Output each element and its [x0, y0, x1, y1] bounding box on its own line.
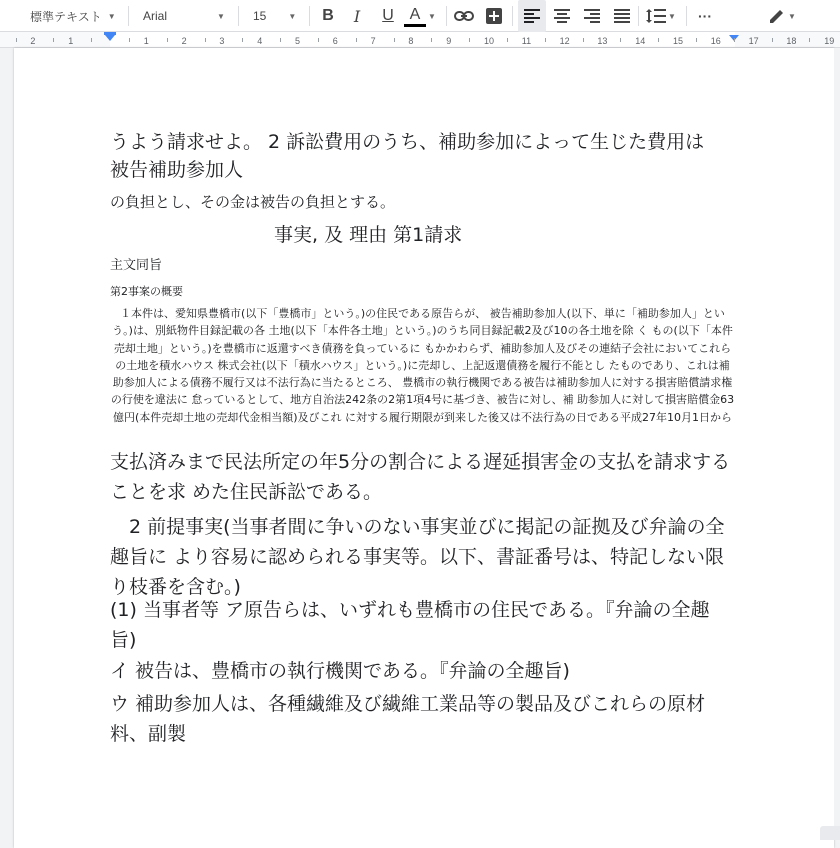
ruler-minor-tick — [469, 38, 470, 42]
ruler-minor-tick — [394, 38, 395, 42]
ruler-minor-tick — [242, 38, 243, 42]
font-select-label: Arial — [143, 9, 168, 23]
justify-icon — [614, 9, 630, 23]
body-paragraph: ウ 補助参加人は、各種繊維及び繊維工業品等の製品及びこれらの原材料、副製 — [110, 693, 706, 745]
body-paragraph: イ 被告は、豊橋市の執行機関である。『弁論の全趣旨) — [110, 660, 570, 682]
italic-button[interactable] — [345, 0, 369, 32]
toolbar-divider — [446, 6, 447, 26]
chevron-down-icon: ▼ — [668, 11, 676, 21]
ruler-minor-tick — [91, 38, 92, 42]
pencil-icon — [768, 7, 786, 25]
ruler-minor-tick — [431, 38, 432, 42]
ruler-tick-label: 13 — [597, 36, 608, 46]
ruler-tick-label: 1 — [68, 36, 74, 46]
insert-comment-button[interactable] — [482, 0, 506, 32]
text-color-button[interactable] — [404, 0, 438, 32]
ruler-tick-label: 2 — [181, 36, 187, 46]
ruler-minor-tick — [205, 38, 206, 42]
ruler-minor-tick — [734, 38, 735, 42]
ruler-minor-tick — [16, 38, 17, 42]
body-paragraph: 2 前提事実(当事者間に争いのない事実並びに掲記の証拠及び弁論の全趣旨に より容易に認められる事実等。以下、書証番号は、特記しない限り枝番を含む。) — [110, 516, 725, 598]
body-line: 主文同旨 — [110, 258, 163, 273]
ruler-tick-label: 2 — [30, 36, 36, 46]
horizontal-ruler[interactable] — [0, 32, 840, 48]
formatting-toolbar — [0, 0, 840, 32]
ruler-tick-label: 4 — [257, 36, 263, 46]
font-size-label: 15 — [253, 9, 267, 23]
explore-button[interactable] — [820, 826, 840, 840]
line-spacing-icon — [646, 8, 666, 24]
style-select-label: 標準テキスト — [30, 9, 102, 24]
chevron-down-icon: ▼ — [428, 11, 436, 21]
add-comment-icon — [485, 7, 503, 25]
align-left-button[interactable] — [518, 0, 546, 32]
link-icon — [454, 10, 474, 22]
editing-mode-button[interactable] — [768, 0, 802, 32]
ruler-minor-tick — [53, 38, 54, 42]
ruler-tick-label: 10 — [484, 36, 495, 46]
ruler-minor-tick — [772, 38, 773, 42]
align-right-button[interactable] — [580, 0, 604, 32]
style-select[interactable] — [30, 0, 120, 32]
ruler-tick-label: 8 — [408, 36, 414, 46]
more-button[interactable] — [693, 0, 717, 32]
more-icon: ··· — [698, 8, 712, 24]
ruler-minor-tick — [129, 38, 130, 42]
toolbar-divider — [512, 6, 513, 26]
chevron-down-icon: ▼ — [788, 11, 796, 21]
ruler-tick-label: 6 — [332, 36, 338, 46]
italic-icon: I — [353, 6, 361, 26]
ruler-tick-label: 15 — [673, 36, 684, 46]
align-center-icon — [554, 9, 570, 23]
body-line: うよう請求せよ。 2 訴訟費用のうち、補助参加によって生じた費用は — [110, 131, 705, 153]
ruler-tick-label: 5 — [295, 36, 301, 46]
ruler-tick-label: 3 — [219, 36, 225, 46]
ruler-tick-label: 16 — [710, 36, 721, 46]
section-heading: 事実, 及 理由 第1請求 — [274, 224, 463, 246]
ruler-tick-label: 17 — [748, 36, 759, 46]
toolbar-divider — [686, 6, 687, 26]
toolbar-divider — [128, 6, 129, 26]
ruler-minor-tick — [167, 38, 168, 42]
toolbar-divider — [309, 6, 310, 26]
ruler-tick-label: 11 — [521, 36, 532, 46]
font-size-select[interactable] — [253, 0, 301, 32]
ruler-tick-label: 19 — [824, 36, 835, 46]
ruler-minor-tick — [583, 38, 584, 42]
align-left-icon — [524, 9, 540, 23]
bold-icon: B — [322, 7, 334, 24]
ruler-minor-tick — [809, 38, 810, 42]
underline-icon: U — [382, 7, 394, 24]
insert-link-button[interactable] — [452, 0, 476, 32]
ruler-minor-tick — [545, 38, 546, 42]
ruler-minor-tick — [507, 38, 508, 42]
bold-button[interactable] — [316, 0, 340, 32]
ruler-minor-tick — [620, 38, 621, 42]
ruler-minor-tick — [658, 38, 659, 42]
ruler-tick-label: 18 — [786, 36, 797, 46]
chevron-down-icon: ▼ — [288, 11, 297, 21]
font-select[interactable] — [143, 0, 229, 32]
align-right-icon — [584, 9, 600, 23]
ruler-tick-label: 12 — [559, 36, 570, 46]
toolbar-divider — [638, 6, 639, 26]
ruler-minor-tick — [356, 38, 357, 42]
body-paragraph: 支払済みまで民法所定の年5分の割合による遅延損害金の支払を請求することを求 めた住民訴訟である。 — [110, 451, 731, 503]
underline-button[interactable] — [376, 0, 400, 32]
toolbar-divider — [238, 6, 239, 26]
ruler-tick-label: 14 — [635, 36, 646, 46]
case-summary-paragraph: １本件は、愛知県豊橋市(以下「豊橋市」という。)の住民である原告らが、 被告補助参加人(以下、単に「補助参加人」という。)は、別紙物件目録記載の各 土地(以下「本件各土地」という。)のうち同目録記載2及び10の各土地を除 く もの(以下「本件売却土地」という。)を豊橋市に返還すべき債務を負っているに もかかわらず、補助参加人及びその連結子会社においてこれらの土地を積水ハウス 株式会社(以下「積水ハウス」という。)に売却し、上記返還債務を履行不能とし たものであり、これは補助参加人による債務不履行又は不法行為に当たるところ、 豊橋市の執行機関である被告は補助参加人に対する損害賠償請求権の行使を違法に 怠っているとして、地方自治法242条の2第1項4号に基づき、被告に対し、補 助参加人に対して損害賠償金63億円(本件売却土地の売却代金相当額)及びこれ に対する履行期限が到来した後又は不法行為の日である平成27年10月1日から — [110, 307, 735, 424]
line-spacing-button[interactable] — [646, 0, 680, 32]
ruler-minor-tick — [318, 38, 319, 42]
chevron-down-icon: ▼ — [217, 11, 225, 21]
vertical-scrollbar[interactable] — [834, 48, 840, 840]
body-line: 被告補助参加人 — [110, 159, 244, 181]
chevron-down-icon: ▼ — [107, 11, 116, 21]
justify-button[interactable] — [610, 0, 634, 32]
ruler-tick-label: 9 — [446, 36, 452, 46]
subsection-heading: 第2事案の概要 — [110, 285, 183, 298]
text-color-icon: A — [404, 6, 426, 27]
ruler-tick-label: 7 — [370, 36, 376, 46]
align-center-button[interactable] — [550, 0, 574, 32]
body-line: の負担とし、その金は被告の負担とする。 — [110, 193, 396, 211]
ruler-minor-tick — [696, 38, 697, 42]
ruler-tick-label: 1 — [143, 36, 149, 46]
left-indent-marker[interactable] — [105, 35, 115, 41]
ruler-minor-tick — [280, 38, 281, 42]
body-paragraph: (1) 当事者等 ア原告らは、いずれも豊橋市の住民である。『弁論の全趣旨) — [110, 599, 710, 651]
